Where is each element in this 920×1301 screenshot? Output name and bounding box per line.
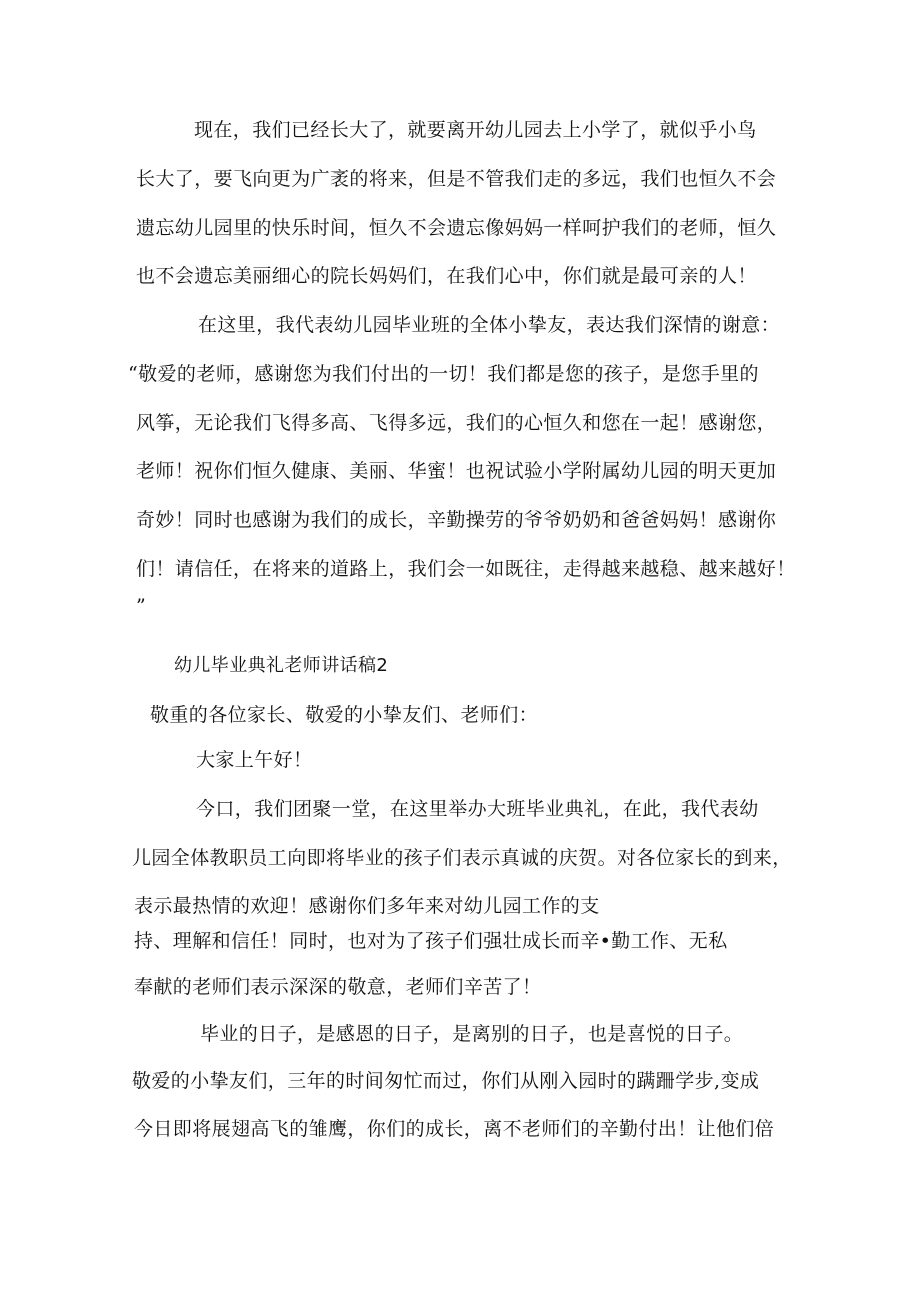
greeting: 大家上午好！ <box>196 749 313 771</box>
salutation: 敬重的各位家长、敬爱的小挚友们、老师们： <box>150 704 539 726</box>
paragraph-line: 奉献的老师们表示深深的敬意，老师们辛苦了！ <box>134 976 542 998</box>
paragraph-line: 奇妙！同时也感谢为我们的成长，辛勤操劳的爷爷奶奶和爸爸妈妈！感谢你 <box>136 509 777 531</box>
paragraph-line: 今日即将展翅高飞的雏鹰，你们的成长，离不老师们的辛勤付出！让他们倍 <box>134 1118 775 1140</box>
paragraph-line: 今口，我们团聚一堂，在这里举办大班毕业典礼，在此，我代表幼 <box>196 798 759 820</box>
paragraph-line: 敬爱的小挚友们，三年的时间匆忙而过，你们从刚入园时的蹒跚学步,变成 <box>132 1070 760 1092</box>
paragraph-line: 表示最热情的欢迎！感谢你们多年来对幼儿园工作的支 <box>134 895 600 917</box>
paragraph-line: 毕业的日子，是感恩的日子，是离别的日子，也是喜悦的日子。 <box>200 1023 744 1045</box>
closing-quote: ” <box>136 595 147 617</box>
section-heading: 幼儿毕业典礼老师讲话稿2 <box>174 655 389 676</box>
paragraph-line: 现在，我们已经长大了，就要离开幼儿园去上小学了，就似乎小鸟 <box>194 119 757 141</box>
paragraph-line: 持、理解和信任！同时，也对为了孩子们强壮成长而辛•勤工作、无私 <box>134 930 728 952</box>
paragraph-line: 长大了，要飞向更为广袤的将来，但是不管我们走的多远，我们也恒久不会 <box>136 168 777 190</box>
paragraph-line: 老师！祝你们恒久健康、美丽、华蜜！也祝试验小学附属幼儿园的明天更加 <box>136 460 777 482</box>
paragraph-line: 遗忘幼儿园里的快乐时间，恒久不会遗忘像妈妈一样呵护我们的老师，恒久 <box>136 217 777 239</box>
paragraph-line: 在这里，我代表幼儿园毕业班的全体小挚友，表达我们深情的谢意： <box>198 314 781 336</box>
paragraph-line: 风筝，无论我们飞得多高、飞得多远，我们的心恒久和您在一起！感谢您， <box>136 412 777 434</box>
paragraph-line: 也不会遗忘美丽细心的院长妈妈们，在我们心中，你们就是最可亲的人！ <box>136 265 757 287</box>
paragraph-line: 儿园全体教职员工向即将毕业的孩子们表示真诚的庆贺。对各位家长的到来， <box>132 847 792 869</box>
paragraph-line: “敬爱的老师，感谢您为我们付出的一切！我们都是您的孩子，是您手里的 <box>128 363 759 385</box>
paragraph-line: 们！请信任，在将来的道路上，我们会一如既往，走得越来越稳、越来越好！ <box>136 558 796 580</box>
